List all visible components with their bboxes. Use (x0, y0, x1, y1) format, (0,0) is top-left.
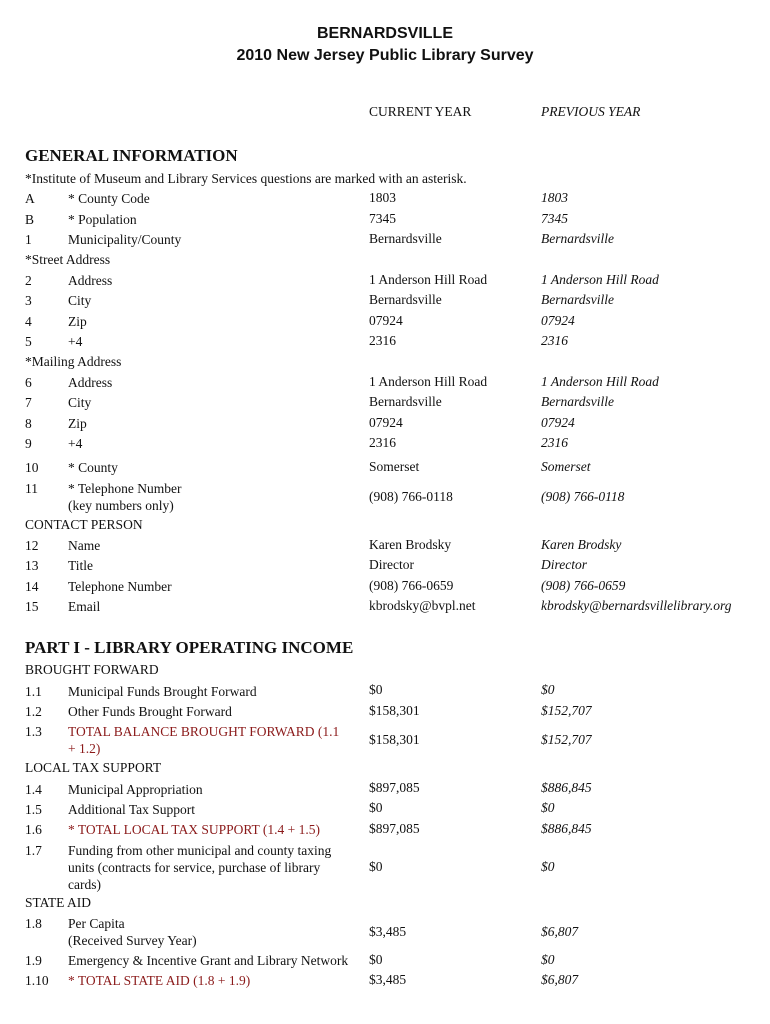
row-number: A (25, 191, 35, 206)
row-number: 15 (25, 599, 39, 614)
row-number: 4 (25, 314, 32, 329)
previous-value: $0 (541, 682, 555, 697)
document-title: BERNARDSVILLE (316, 25, 453, 42)
current-value: $0 (369, 800, 383, 815)
row-number: 6 (25, 375, 32, 390)
previous-value: Karen Brodsky (541, 537, 622, 552)
subhead-text: STATE AID (25, 895, 92, 910)
row-number: 1.3 (25, 724, 42, 739)
row-label-line: * Telephone Number (68, 481, 182, 496)
row-label (68, 723, 366, 757)
row-label-line: (Received Survey Year) (68, 933, 197, 948)
current-value: 2316 (369, 435, 396, 450)
previous-value: $152,707 (541, 732, 592, 747)
subhead-text: LOCAL TAX SUPPORT (25, 760, 162, 775)
row-label-line: units (contracts for service, purchase of library (68, 860, 321, 875)
row-number: 1 (25, 232, 32, 247)
current-value: $0 (369, 682, 383, 697)
subhead-text: BROUGHT FORWARD (25, 662, 159, 677)
previous-value: 07924 (541, 415, 575, 430)
row-number: B (25, 212, 35, 227)
current-value: 2316 (369, 333, 396, 348)
row-label: Municipality/County (68, 232, 182, 247)
previous-value: (908) 766-0118 (541, 489, 625, 504)
row-number: 9 (25, 436, 32, 451)
row-label: City (68, 395, 92, 410)
current-value: (908) 766-0118 (369, 489, 453, 504)
row-label-line: Funding from other municipal and county taxing (68, 843, 332, 858)
subhead-text: *Street Address (25, 252, 111, 267)
previous-value: (908) 766-0659 (541, 578, 626, 593)
current-value: 07924 (369, 313, 403, 328)
document-subtitle: 2010 New Jersey Public Library Survey (236, 47, 534, 64)
subhead-text: CONTACT PERSON (25, 517, 143, 532)
current-value: Bernardsville (369, 292, 442, 307)
row-number: 1.6 (25, 822, 42, 837)
current-value: $0 (369, 952, 383, 967)
current-value: Bernardsville (369, 394, 442, 409)
previous-value: Somerset (541, 459, 591, 474)
current-value: $158,301 (369, 732, 420, 747)
current-value: $3,485 (369, 972, 407, 987)
previous-value: $886,845 (541, 780, 592, 795)
row-label: Additional Tax Support (68, 802, 196, 817)
previous-value: 2316 (541, 435, 568, 450)
current-value: (908) 766-0659 (369, 578, 454, 593)
current-value: $158,301 (369, 703, 420, 718)
row-label: * TOTAL LOCAL TAX SUPPORT (1.4 + 1.5) (68, 822, 321, 837)
current-value: kbrodsky@bvpl.net (369, 598, 476, 613)
previous-value: $152,707 (541, 703, 592, 718)
previous-value: $6,807 (541, 972, 579, 987)
row-label: Other Funds Brought Forward (68, 704, 232, 719)
current-year-header: CURRENT YEAR (369, 104, 472, 119)
row-number: 13 (25, 558, 39, 573)
current-value: 7345 (369, 211, 396, 226)
row-label: Email (68, 599, 101, 614)
row-number: 14 (25, 579, 39, 594)
row-number: 11 (25, 481, 38, 496)
row-number: 1.9 (25, 953, 42, 968)
current-value: $897,085 (369, 780, 420, 795)
row-label: Municipal Appropriation (68, 782, 203, 797)
current-value: $0 (369, 859, 383, 874)
row-label (68, 480, 366, 514)
row-label: City (68, 293, 92, 308)
current-value: 07924 (369, 415, 403, 430)
current-value: Somerset (369, 459, 420, 474)
imls-note-text: *Institute of Museum and Library Services questions are marked with an asterisk. (25, 171, 467, 186)
current-value: 1 Anderson Hill Road (369, 374, 488, 389)
row-label: +4 (68, 436, 83, 451)
row-label: Telephone Number (68, 579, 172, 594)
row-label: * County (68, 460, 118, 475)
row-label-line: (key numbers only) (68, 498, 174, 513)
current-value: $897,085 (369, 821, 420, 836)
row-label (68, 915, 366, 949)
previous-value: 1 Anderson Hill Road (541, 374, 659, 389)
previous-value: $0 (541, 952, 555, 967)
previous-value: kbrodsky@bernardsvillelibrary.org (541, 598, 732, 613)
previous-value: $0 (541, 859, 555, 874)
row-number: 1.10 (25, 973, 49, 988)
row-number: 1.1 (25, 684, 42, 699)
row-number: 8 (25, 416, 32, 431)
row-label: * TOTAL STATE AID (1.8 + 1.9) (68, 973, 251, 988)
previous-value: Bernardsville (541, 394, 614, 409)
current-value: 1 Anderson Hill Road (369, 272, 488, 287)
section-part1-operating-income: PART I - LIBRARY OPERATING INCOME (25, 638, 354, 657)
row-number: 1.7 (25, 843, 42, 858)
row-label: Zip (68, 416, 87, 431)
row-label: Address (68, 273, 113, 288)
current-value: Karen Brodsky (369, 537, 452, 552)
previous-year-header: PREVIOUS YEAR (541, 104, 641, 119)
row-label: * County Code (68, 191, 150, 206)
row-label-line: cards) (68, 877, 101, 892)
row-number: 12 (25, 538, 39, 553)
row-number: 10 (25, 460, 39, 475)
row-number: 1.5 (25, 802, 42, 817)
previous-value: $0 (541, 800, 555, 815)
row-label: +4 (68, 334, 83, 349)
current-value: Director (369, 557, 414, 572)
row-label: * Population (68, 212, 137, 227)
row-label-line: Per Capita (68, 916, 125, 931)
row-label: Title (68, 558, 94, 573)
previous-value: $886,845 (541, 821, 592, 836)
previous-value: Director (541, 557, 587, 572)
row-label: Emergency & Incentive Grant and Library Network (68, 953, 349, 968)
subhead-text: *Mailing Address (25, 354, 122, 369)
previous-value: Bernardsville (541, 292, 614, 307)
previous-value: $6,807 (541, 924, 579, 939)
row-label: Zip (68, 314, 87, 329)
row-number: 1.8 (25, 916, 42, 931)
row-label: Municipal Funds Brought Forward (68, 684, 257, 699)
previous-value: 7345 (541, 211, 568, 226)
previous-value: 1 Anderson Hill Road (541, 272, 659, 287)
current-value: 1803 (369, 190, 396, 205)
row-label-line: + 1.2) (68, 741, 101, 756)
previous-value: Bernardsville (541, 231, 614, 246)
row-number: 5 (25, 334, 32, 349)
previous-value: 1803 (541, 190, 568, 205)
row-label-line: TOTAL BALANCE BROUGHT FORWARD (1.1 (68, 724, 340, 739)
row-label: Address (68, 375, 113, 390)
current-value: $3,485 (369, 924, 407, 939)
row-number: 3 (25, 293, 32, 308)
row-number: 1.4 (25, 782, 42, 797)
row-number: 2 (25, 273, 32, 288)
previous-value: 07924 (541, 313, 575, 328)
row-label: Name (68, 538, 101, 553)
row-label (68, 842, 366, 893)
row-number: 7 (25, 395, 32, 410)
previous-value: 2316 (541, 333, 568, 348)
current-value: Bernardsville (369, 231, 442, 246)
section-general-information: GENERAL INFORMATION (25, 146, 238, 165)
row-number: 1.2 (25, 704, 42, 719)
